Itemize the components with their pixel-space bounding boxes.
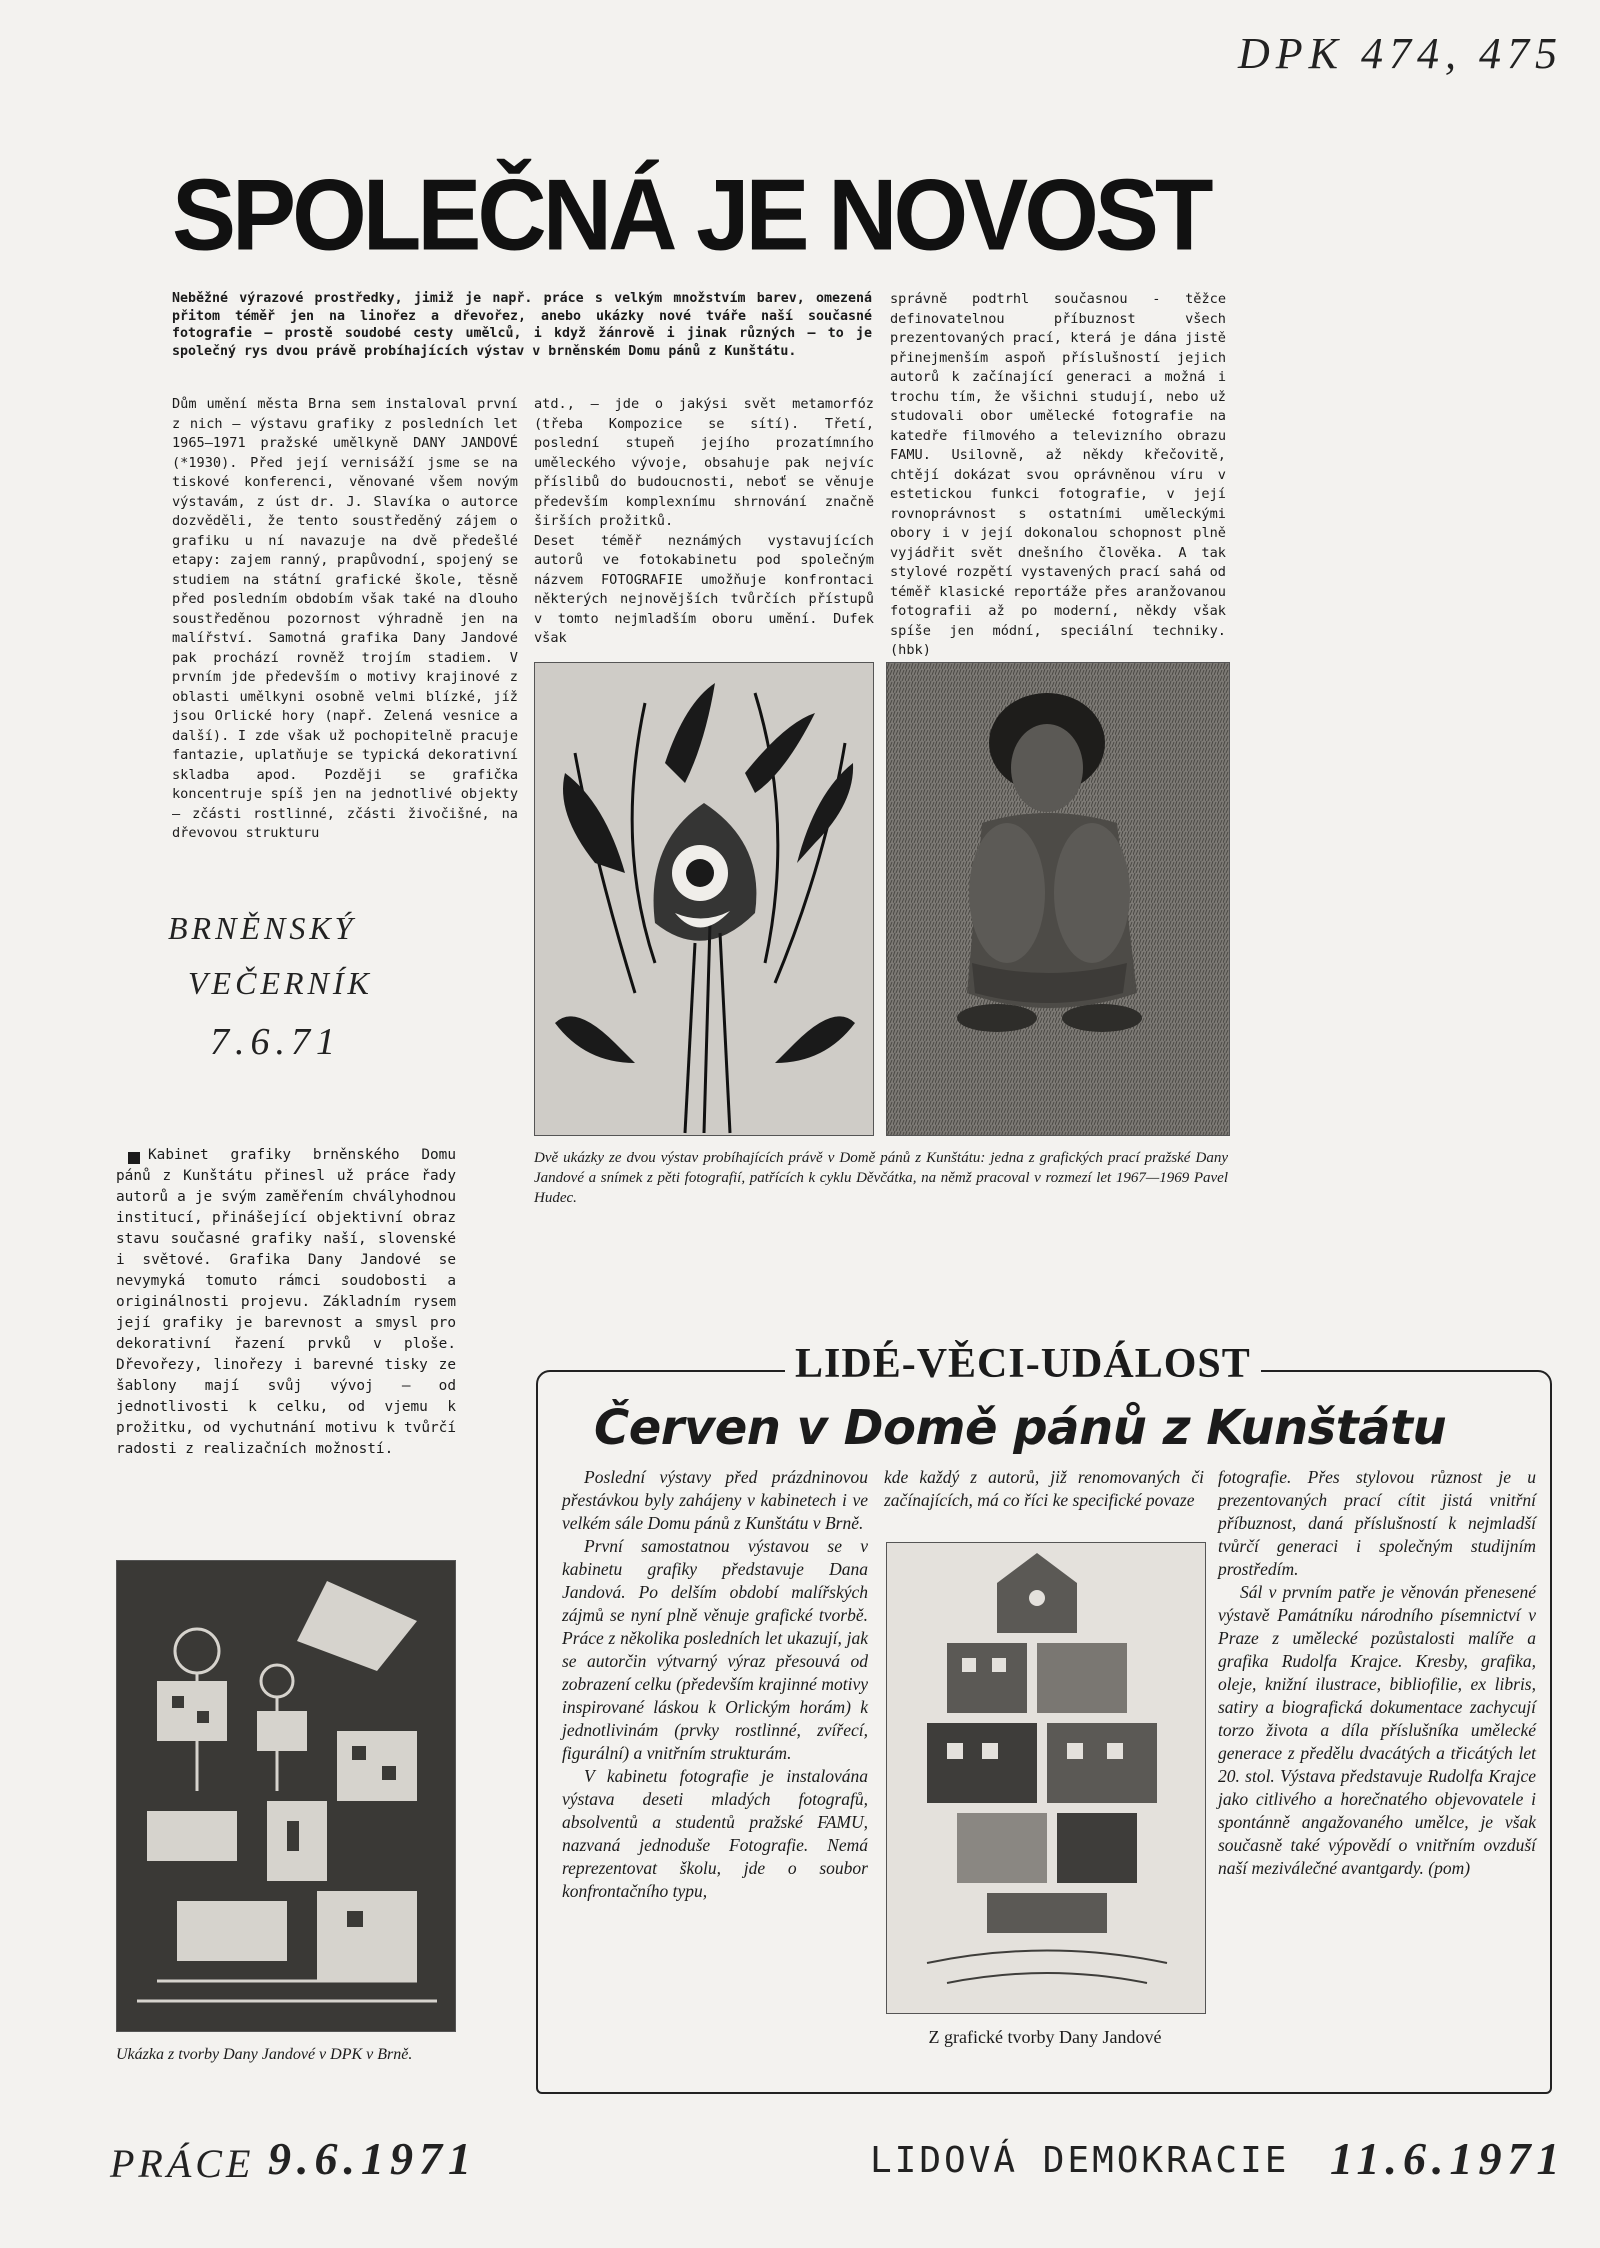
jandova-tower-graphic-image — [886, 1542, 1206, 2014]
lede-paragraph: Neběžné výrazové prostředky, jimiž je např. práce s velkým množstvím barev, omezená přitom téměř jen na linořez a dřevořez, anebo ukázky nové tváře naší současné fotografie — prostě soudobé cesty umělců, i když žánrově i jinak různých — to je společný rys dvou právě probíhajících výstav v brněnském Domu pánů z Kunštátu. — [172, 291, 872, 359]
source-vecernik: VEČERNÍK — [188, 965, 373, 1001]
landscape-print-illustration — [117, 1561, 455, 2031]
girl-photo-illustration — [887, 663, 1229, 1135]
article-column-3: správně podtrhl současnou - těžce definovatelnou příbuznost všech prezentovaných prací, která je dána jistě přinejmenším aspoň příslušností jejich autorů k začínající generaci a možná i trochu tím, že všichni studují, nebo už studovali obor umělecké fotografie na katedře filmového a televizního obrazu FAMU. Usilovně, až někdy křečovitě, chtějí dokázat svou oprávněnou víru v estetickou funkci fotografie, v její rovnoprávnost s ostatními uměleckými obory i v její dokonalou schopnost plně vyjádřit svět dnešního člověka. A tak stylové rozpětí vystavených prací sahá od téměř klasické reportáže přes aranžovanou fotografii až po moderní, někdy však spíše jen módní, speciální techniky. (hbk) — [890, 291, 1226, 658]
headline-spolecna: SPOLEČNÁ JE NOVOST — [172, 159, 1210, 272]
source-lidova-demokracie: LIDOVÁ DEMOKRACIE — [870, 2140, 1290, 2181]
jandova-graphic-image — [534, 662, 874, 1136]
archive-note: DPK 474, 475 — [1238, 29, 1563, 78]
article-column-1: Dům umění města Brna sem instaloval první z nich — výstavu grafiky z posledních let 1965—1971 pražské umělkyně DANY JANDOVÉ (*1930). Před její vernisáží jsme se na tiskové konferenci, věnované všem novým výstavám, z úst dr. J. Slavíka o autorce dozvěděli, že tento soustředěný zájem o grafiku u ní navazuje na dvě předešlé etapy: zajem ranný, prapůvodní, spojený se studiem na státní grafické škole, těsně před posledním obdobím však také na dlouho soustředěnou pozornost výhradně jen na malířství. Samotná grafika Dany Jandové pak prochází rovněž trojím stadiem. V prvním jde především o motivy krajinové z oblasti umělkyni osobně velmi blízké, jíž jsou Orlické hory (např. Zelená vesnice a další). I zde však už pochopitelně pracuje fantazie, uplatňuje se typická dekorativní skladba apod. Později se grafička koncentruje spíš jen na jednotlivé objekty — zčásti rostlinné, zčásti živočišné, na dřevovou strukturu — [172, 396, 518, 841]
source-prace: PRÁCE — [110, 2141, 255, 2186]
hudec-photo-image — [886, 662, 1230, 1136]
headline-cerven: Červen v Domě pánů z Kunštátu — [594, 1400, 1447, 1456]
tower-graphic-illustration — [887, 1543, 1205, 2013]
lidova-column-1 — [562, 1466, 868, 1903]
source-date-1: 7.6.71 — [210, 1021, 341, 1063]
lidova-paragraph: Sál v prvním patře je věnován přenesené výstavě Památníku národního písemnictví v Praze z umělecké pozůstalosti malíře a grafika Rudolfa Krajce. Kresby, grafika, oleje, knižní ilustrace, bibliofilie, ex libris, satiry a biografická dokumentace zachycují torzo života a díla příslušníka umělecké generace z předělu dvacátých a třicátých let 20. stol. Výstava představuje Rudolfa Krajce jako citlivého a horečnatého objevovatele i spontánně angažovaného umělce, je však současně také výpovědí o vnitřním ovzduší naší meziválečné avantgardy. (pom) — [1218, 1582, 1536, 1878]
lidova-paragraph: První samostatnou výstavou se v kabinetu grafiky představuje Dana Jandová. Po delším období malířských zájmů se nyní plně věnuje grafické tvorbě. Práce z několika posledních let ukazují, jak se autorčin výtvarný výraz přesouvá od zobrazení celku (především krajinné motivy inspirované láskou k Orlickým horám) k jednotlivinám (prvky rostlinné, zvířecí, figurální) a vnitřním strukturám. — [562, 1536, 868, 1763]
source-date-3: 11.6.1971 — [1330, 2133, 1566, 2184]
prace-article-text: Kabinet grafiky brněnského Domu pánů z Kunštátu přinesl už práce řady autorů a je svým zaměřením chvályhodnou institucí, přinášející objektivní obraz stavu současné grafiky naší, slovenské i světové. Grafika Dany Jandové se nevymyká tomuto rámci soudobosti a originálnosti projevu. Základním rysem její grafiky je barevnost a smysl pro dekorativní řazení prvků v ploše. Dřevořezy, linořezy i barevné tisky ze šablony mají svůj vývoj — od jednotlivosti k celku, od vjemu k prožitku, od vychutnání motivu k tvůrčí radosti z realizačních možností. — [116, 1147, 456, 1457]
lidova-paragraph: Poslední výstavy před prázdninovou přestávkou byly zahájeny v kabinetech i ve velkém sále Domu pánů z Kunštátu v Brně. — [562, 1467, 868, 1533]
lidova-paragraph: kde každý z autorů, již renomovaných či začínajících, má co říci ke specifické povaze — [884, 1467, 1204, 1510]
lidova-column-2 — [884, 1466, 1204, 1512]
source-date-2: 9.6.1971 — [268, 2133, 477, 2184]
caption-prace: Ukázka z tvorby Dany Jandové v DPK v Brně. — [116, 2046, 413, 2063]
rubric-lide-veci-udalost: LIDÉ-VĚCI-UDÁLOST — [785, 1340, 1261, 1388]
caption-two-exhibitions: Dvě ukázky ze dvou výstav probíhajících právě v Domě pánů z Kunštátu: jedna z grafických prací pražské Dany Jandové a snímek z pěti fotografií, patřících k cyklu Děvčátka, na němž pracoval v rozmezí let 1967—1969 Pavel Hudec. — [534, 1150, 1228, 1206]
article-column-2: atd., — jde o jakýsi svět metamorfóz (třeba Kompozice se sítí). Třetí, poslední stupeň jejího prozatímního uměleckého vývoje, obsahuje pak nejvíc příslibů do budoucnosti, neboť se věnuje především komplexnímu shrnování značně širších prožitků. Deset téměř neznámých vystavujících autorů ve fotokabinetu pod společným názvem FOTOGRAFIE umožňuje konfrontaci některých nejnovějších tvůrčích přístupů v tomto nejmladším oboru umění. Dufek však — [534, 396, 874, 646]
flower-graphic-illustration — [535, 663, 873, 1135]
caption-lidova: Z grafické tvorby Dany Jandové — [928, 2027, 1162, 2047]
lidova-paragraph: V kabinetu fotografie je instalována výstava deseti mladých fotografů, absolventů a studentů pražské FAMU, nazvaná jednoduše Fotografie. Nemá reprezentovat školu, jde o soubor konfrontačního typu, — [562, 1766, 868, 1901]
source-brnensky: BRNĚNSKÝ — [168, 910, 357, 946]
lidova-column-3 — [1218, 1466, 1536, 1880]
jandova-print-image — [116, 1560, 456, 2032]
lidova-paragraph: fotografie. Přes stylovou různost je u prezentovaných prací cítit jistá vnitřní příbuznost, daná příslušností k nejmladší tvůrčí generaci i společným studijním prostředím. — [1218, 1467, 1536, 1579]
